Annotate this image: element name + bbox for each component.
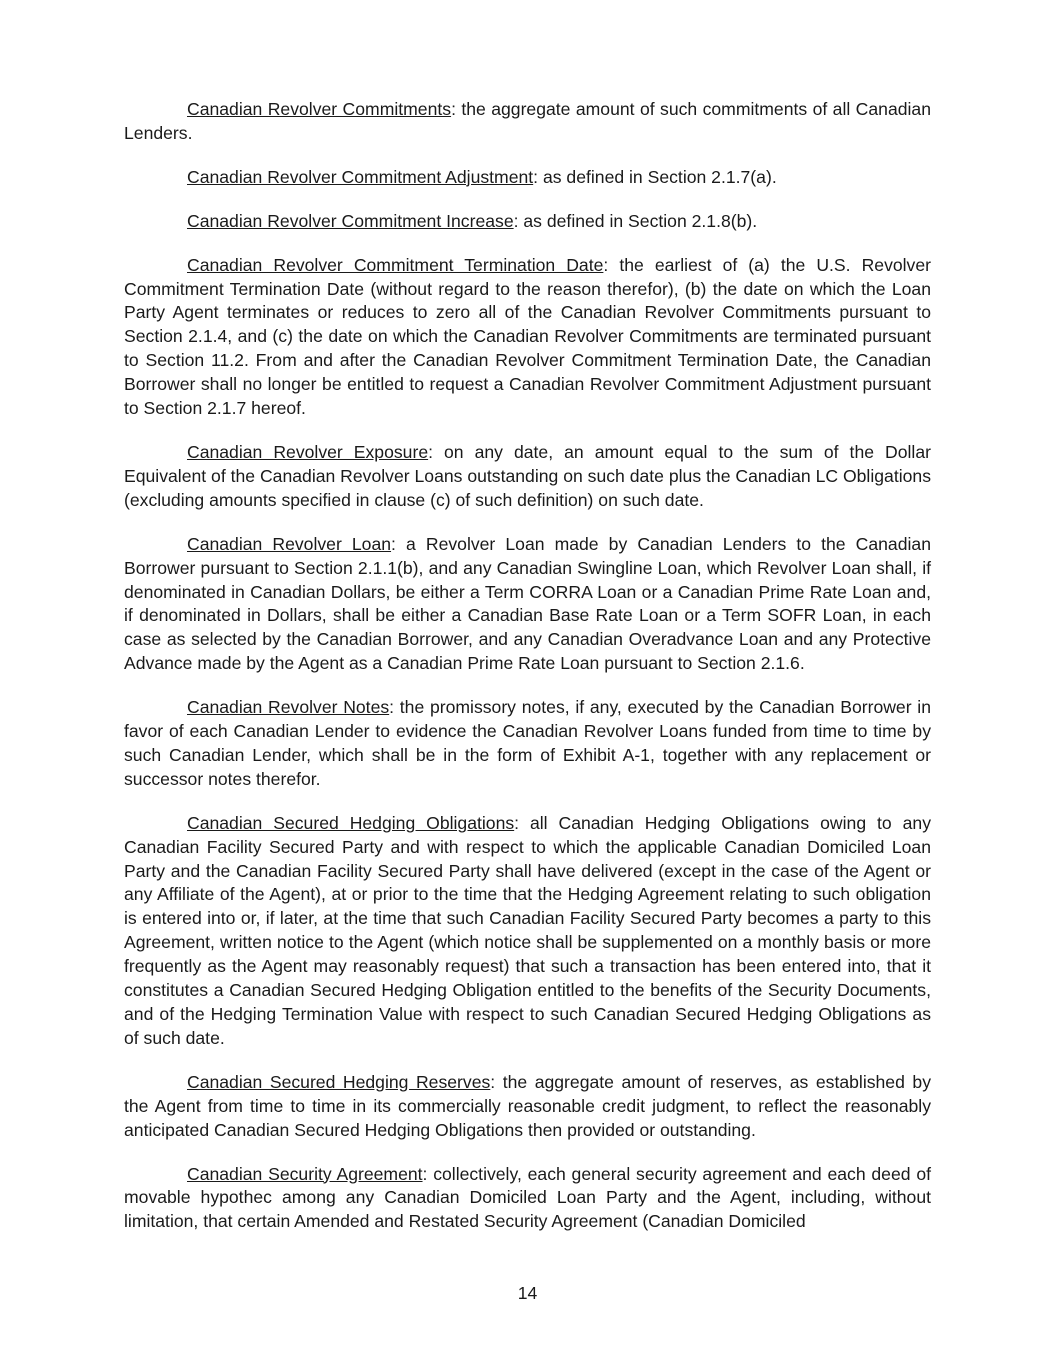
defined-term: Canadian Revolver Loan [187,533,392,554]
definition-paragraph [124,441,931,513]
definition-paragraph [124,210,931,234]
definition-text: : collectively, each general security agreement and each deed of movable hypothec among any Canadian Domiciled Loan Party and the Agent, including, without limitation, that certain Amended and Restated Security Agreement (Canadian Domiciled [124,1163,931,1232]
definition-paragraph [124,166,931,190]
defined-term: Canadian Revolver Commitment Increase [187,210,514,231]
definition-text: : the promissory notes, if any, executed by the Canadian Borrower in favor of each Canadian Lender to evidence the Canadian Revolver Loans funded from time to time by such Canadian Lender, which shall be in the form of Exhibit A-1, together with any replacement or successor notes therefor. [124,697,931,789]
definition-paragraph [124,533,931,676]
definition-text: : as defined in Section 2.1.7(a). [533,166,777,187]
definition-paragraph [124,1163,931,1235]
defined-term: Canadian Secured Hedging Obligations [187,812,515,833]
defined-term: Canadian Revolver Notes [187,697,390,718]
defined-term: Canadian Security Agreement [187,1163,423,1184]
definition-paragraph [124,696,931,792]
definition-paragraph [124,812,931,1051]
definition-text: : the earliest of (a) the U.S. Revolver Commitment Termination Date (without regard to the reason therefor), (b) the date on which the Loan Party Agent terminates or reduces to zero all of the Canadian Revolver Commitments pursuant to Section 2.1.4, and (c) the date on which the Canadian Revolver Commitments are terminated pursuant to Section 11.2. From and after the Canadian Revolver Commitment Termination Date, the Canadian Borrower shall no longer be entitled to request a Canadian Revolver Commitment Adjustment pursuant to Section 2.1.7 hereof. [124,254,931,419]
document-page [124,98,931,1254]
defined-term: Canadian Revolver Commitment Adjustment [187,166,534,187]
definition-text: : the aggregate amount of reserves, as established by the Agent from time to time in its commercially reasonable credit judgment, to reflect the reasonably anticipated Canadian Secured Hedging Obligations then provided or outstanding. [124,1071,931,1140]
page-number: 14 [517,1283,538,1303]
definition-paragraph [124,98,931,146]
defined-term: Canadian Revolver Commitments [187,99,452,119]
definition-paragraph [124,254,931,421]
defined-term: Canadian Revolver Commitment Termination Date [187,254,604,275]
definition-text: : all Canadian Hedging Obligations owing to any Canadian Facility Secured Party and with respect to which the applicable Canadian Domiciled Loan Party and the Canadian Facility Secured Party shall have delivered (except in the case of the Agent or any Affiliate of the Agent), at or prior to the time that the Hedging Agreement relating to such obligation is entered into or, if later, at the time that such Canadian Facility Secured Party becomes a party to this Agreement, written notice to the Agent (which notice shall be supplemented on a monthly basis or more frequently as the Agent may reasonably request) that such a transaction has been entered into, that it constitutes a Canadian Secured Hedging Obligation entitled to the benefits of the Security Documents, and of the Hedging Termination Value with respect to such Canadian Secured Hedging Obligations as of such date. [124,812,931,1048]
definition-text: : a Revolver Loan made by Canadian Lenders to the Canadian Borrower pursuant to Section 2.1.1(b), and any Canadian Swingline Loan, which Revolver Loan shall, if denominated in Canadian Dollars, be either a Term CORRA Loan or a Canadian Prime Rate Loan and, if denominated in Dollars, shall be either a Canadian Base Rate Loan or a Term SOFR Loan, in each case as selected by the Canadian Borrower, and any Canadian Overadvance Loan and any Protective Advance made by the Agent as a Canadian Prime Rate Loan pursuant to Section 2.1.6. [124,533,931,674]
defined-term: Canadian Revolver Exposure [187,441,429,462]
definition-text: : as defined in Section 2.1.8(b). [513,210,758,231]
definition-text: : the aggregate amount of such commitments of all Canadian Lenders. [124,99,931,143]
definition-text: : on any date, an amount equal to the sum of the Dollar Equivalent of the Canadian Revolver Loans outstanding on such date plus the Canadian LC Obligations (excluding amounts specified in clause (c) of such definition) on such date. [124,441,931,510]
definition-paragraph [124,1071,931,1143]
defined-term: Canadian Secured Hedging Reserves [187,1071,491,1092]
